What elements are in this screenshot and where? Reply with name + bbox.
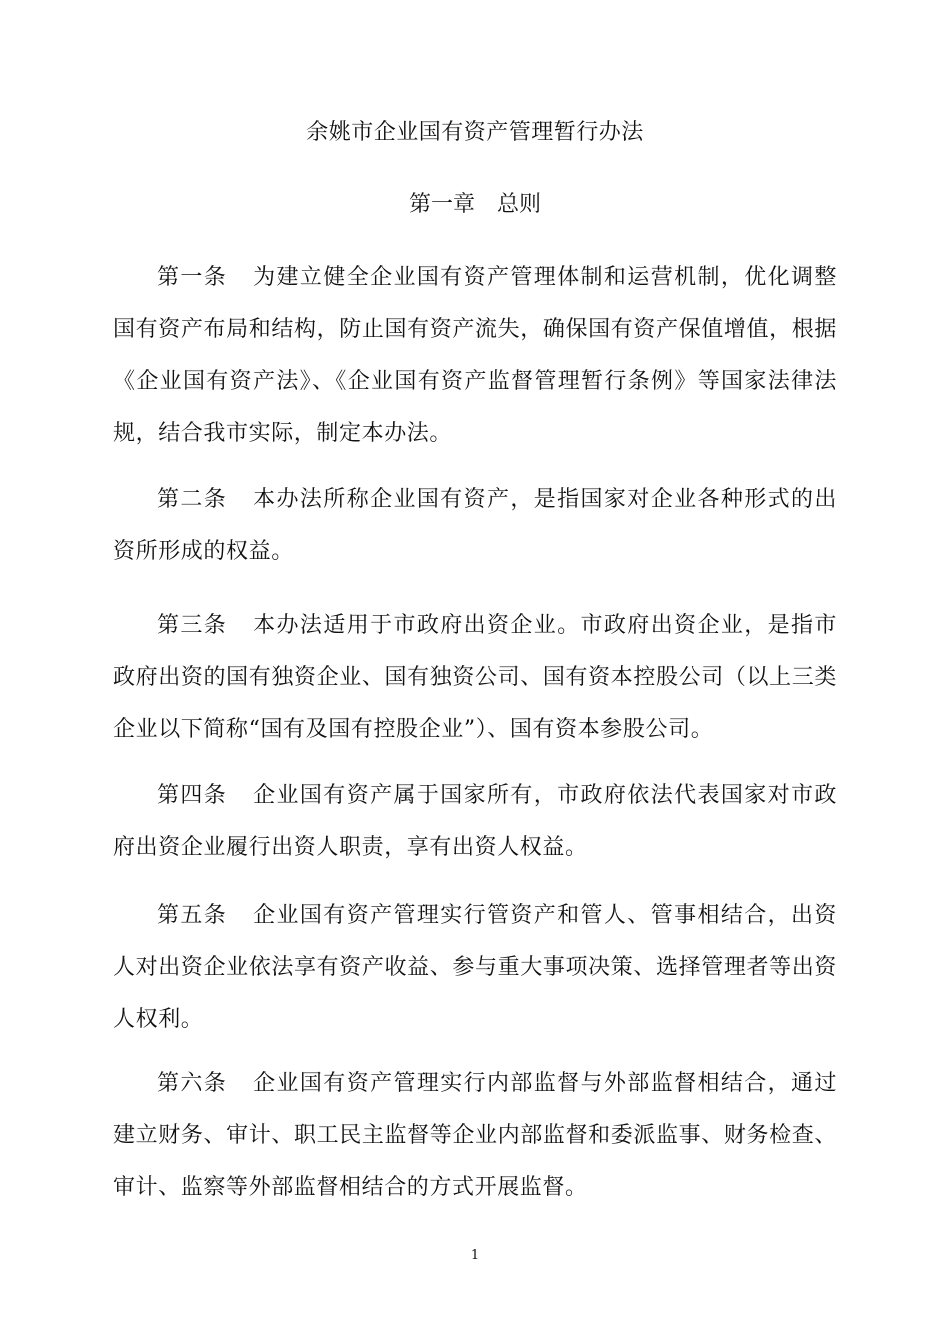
article-text: 企业国有资产管理实行内部监督与外部监督相结合，通过建立财务、审计、职工民主监督等企业内部监督和委派监事、财务检查、审计、监察等外部监督相结合的方式开展监督。 xyxy=(113,1071,837,1200)
article-number: 第一条 xyxy=(157,265,228,290)
article-text: 本办法适用于市政府出资企业。市政府出资企业，是指市政府出资的国有独资企业、国有独资公司、国有资本控股公司（以上三类企业以下简称“国有及国有控股企业”）、国有资本参股公司。 xyxy=(113,613,837,742)
page-number: 1 xyxy=(470,1248,480,1263)
document-title: 余姚市企业国有资产管理暂行办法 xyxy=(306,120,644,145)
article-number: 第六条 xyxy=(157,1071,228,1096)
article-text: 企业国有资产管理实行管资产和管人、管事相结合，出资人对出资企业依法享有资产收益、参与重大事项决策、选择管理者等出资人权利。 xyxy=(113,903,837,1032)
article-3 xyxy=(113,600,837,756)
article-number: 第二条 xyxy=(157,487,228,512)
article-text: 本办法所称企业国有资产，是指国家对企业各种形式的出资所形成的权益。 xyxy=(113,487,837,564)
article-text: 企业国有资产属于国家所有，市政府依法代表国家对市政府出资企业履行出资人职责，享有出资人权益。 xyxy=(113,783,837,860)
chapter-heading: 第一章 总则 xyxy=(408,192,541,217)
article-number: 第三条 xyxy=(157,613,228,638)
article-5 xyxy=(113,890,837,1046)
article-text: 为建立健全企业国有资产管理体制和运营机制，优化调整国有资产布局和结构，防止国有资产流失，确保国有资产保值增值，根据《企业国有资产法》、《企业国有资产监督管理暂行条例》等国家法律法规，结合我市实际，制定本办法。 xyxy=(113,265,837,446)
article-4 xyxy=(113,770,837,874)
article-1 xyxy=(113,252,837,460)
article-6 xyxy=(113,1058,837,1214)
article-2 xyxy=(113,474,837,578)
article-number: 第五条 xyxy=(157,903,228,928)
article-number: 第四条 xyxy=(157,783,228,808)
